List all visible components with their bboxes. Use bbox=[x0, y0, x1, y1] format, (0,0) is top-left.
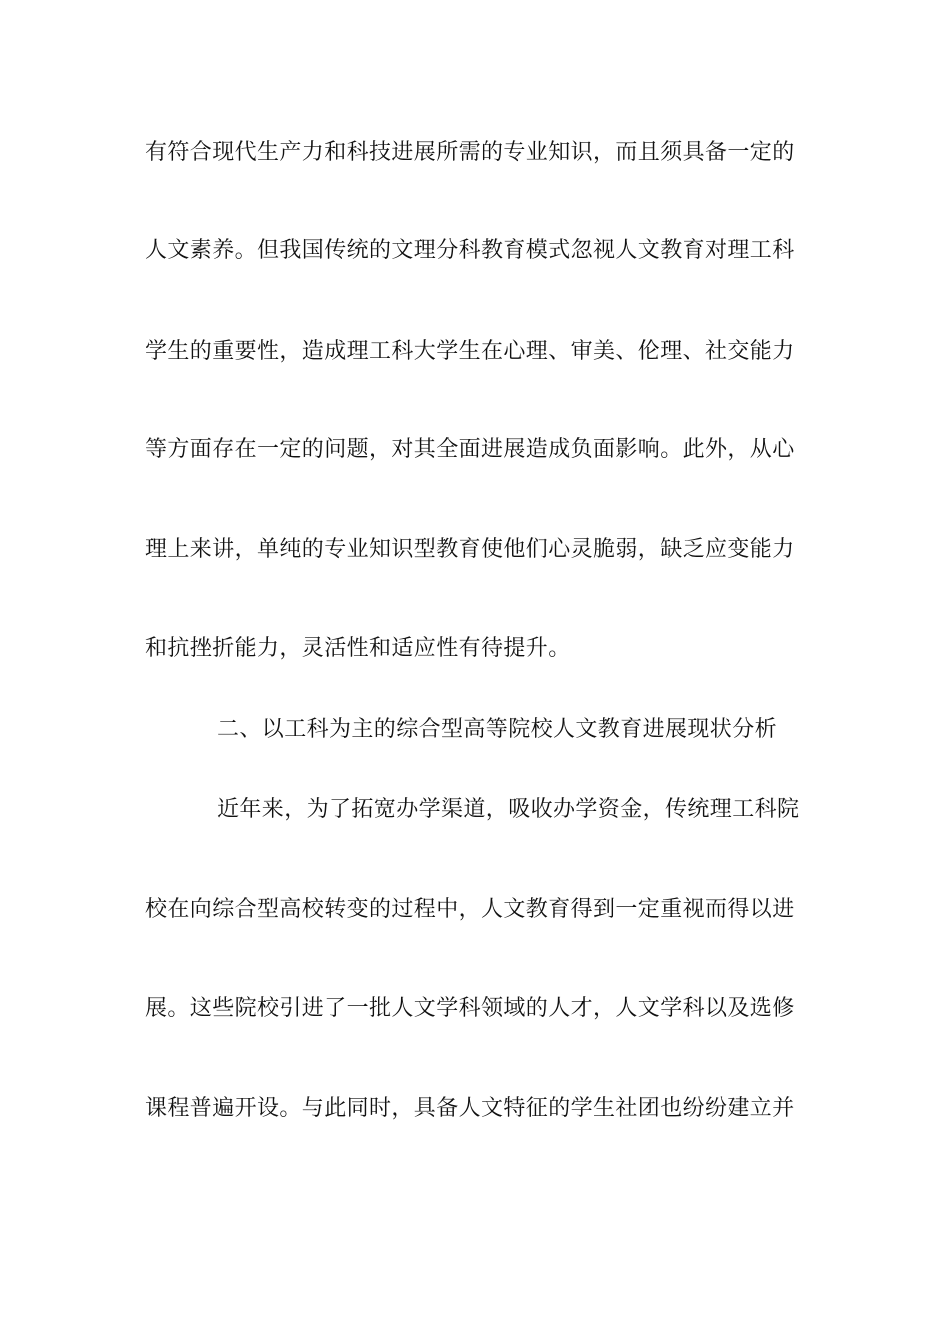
paragraph-line: 理上来讲，单纯的专业知识型教育使他们心灵脆弱，缺乏应变能力 bbox=[145, 537, 795, 562]
paragraph-line: 人文素养。但我国传统的文理分科教育模式忽视人文教育对理工科 bbox=[145, 238, 795, 263]
paragraph-line: 等方面存在一定的问题，对其全面进展造成负面影响。此外，从心 bbox=[145, 437, 795, 462]
paragraph-line: 课程普遍开设。与此同时，具备人文特征的学生社团也纷纷建立并 bbox=[145, 1096, 795, 1121]
section-heading: 二、以工科为主的综合型高等院校人文教育进展现状分析 bbox=[217, 717, 778, 742]
paragraph-line: 有符合现代生产力和科技进展所需的专业知识，而且须具备一定的 bbox=[145, 140, 795, 165]
paragraph-line: 和抗挫折能力，灵活性和适应性有待提升。 bbox=[145, 636, 571, 661]
paragraph-line: 展。这些院校引进了一批人文学科领域的人才，人文学科以及选修 bbox=[145, 996, 795, 1021]
paragraph-line: 学生的重要性，造成理工科大学生在心理、审美、伦理、社交能力 bbox=[145, 339, 795, 364]
paragraph-line: 近年来，为了拓宽办学渠道，吸收办学资金，传统理工科院 bbox=[217, 797, 800, 822]
paragraph-line: 校在向综合型高校转变的过程中，人文教育得到一定重视而得以进 bbox=[145, 897, 795, 922]
